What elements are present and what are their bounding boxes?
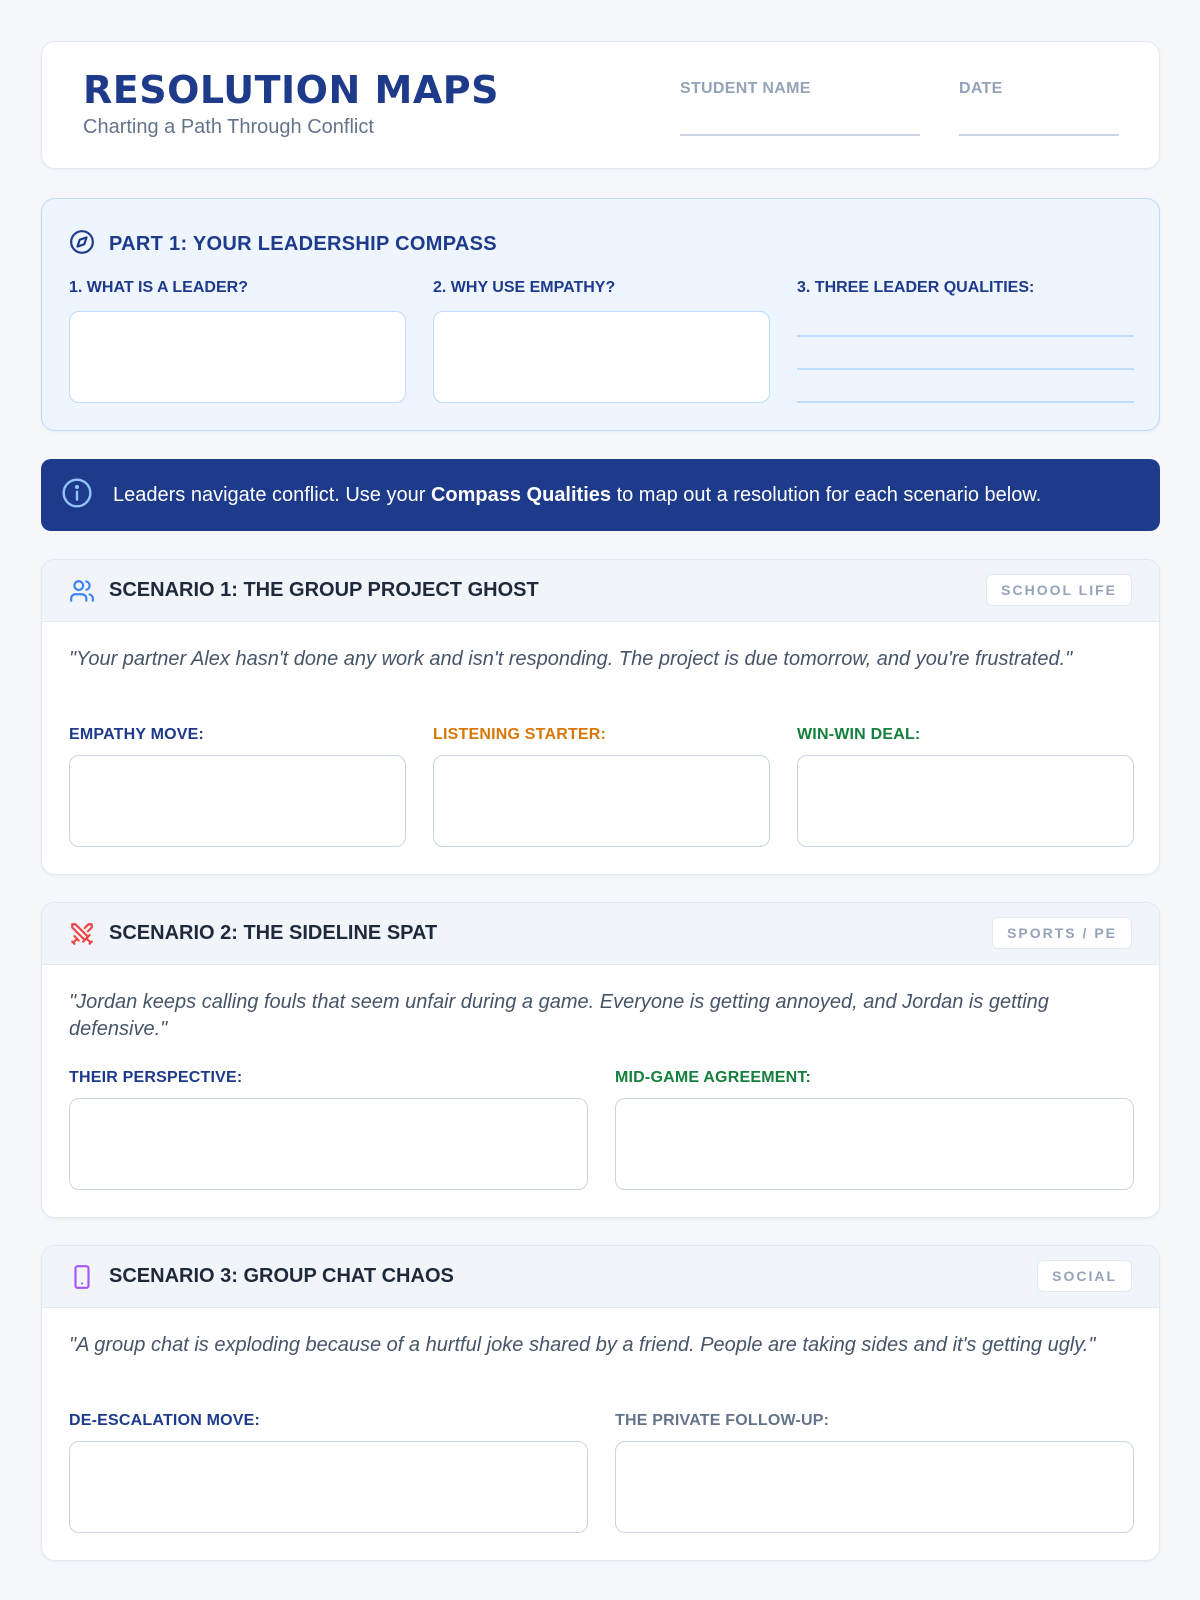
their-perspective-label: THEIR PERSPECTIVE: — [69, 1069, 243, 1086]
date-field[interactable] — [959, 134, 1119, 136]
page-subtitle: Charting a Path Through Conflict — [83, 116, 374, 138]
listening-starter-box[interactable] — [433, 755, 770, 847]
student-name-label: STUDENT NAME — [680, 80, 811, 97]
scenario-header — [42, 1246, 1159, 1308]
scenario-title: SCENARIO 3: GROUP CHAT CHAOS — [109, 1265, 454, 1287]
crossed-swords-icon — [69, 921, 95, 947]
question-why-empathy: 2. WHY USE EMPATHY? — [433, 279, 616, 296]
empathy-move-box[interactable] — [69, 755, 406, 847]
scenario-card-3 — [41, 1245, 1160, 1561]
scenario-quote: "Jordan keeps calling fouls that seem unfair during a game. Everyone is getting annoyed, and Jordan is getting defensive." — [69, 991, 1049, 1040]
banner-bold-text: Compass Qualities — [430, 483, 612, 506]
scenario-header — [42, 560, 1159, 622]
listening-starter-label: LISTENING STARTER: — [433, 726, 607, 743]
student-name-field[interactable] — [680, 134, 920, 136]
users-icon — [69, 578, 95, 604]
leadership-compass-section — [41, 198, 1160, 431]
quality-line-1[interactable] — [797, 335, 1134, 337]
date-label: DATE — [959, 80, 1003, 97]
scenario-tag: SOCIAL — [1037, 1260, 1132, 1292]
their-perspective-box[interactable] — [69, 1098, 588, 1190]
quality-line-2[interactable] — [797, 368, 1134, 370]
question-what-is-leader: 1. WHAT IS A LEADER? — [69, 279, 248, 296]
info-icon — [61, 477, 93, 514]
scenario-title: SCENARIO 2: THE SIDELINE SPAT — [109, 922, 438, 944]
win-win-deal-box[interactable] — [797, 755, 1134, 847]
compass-icon — [69, 229, 95, 260]
part1-heading — [69, 229, 497, 260]
scenario-tag: SCHOOL LIFE — [986, 574, 1132, 606]
phone-icon — [69, 1264, 95, 1290]
scenario-title: SCENARIO 1: THE GROUP PROJECT GHOST — [109, 579, 539, 601]
empathy-move-label: EMPATHY MOVE: — [69, 726, 205, 743]
scenario-card-2 — [41, 902, 1160, 1218]
mid-game-agreement-label: MID-GAME AGREEMENT: — [615, 1069, 812, 1086]
scenario-header — [42, 903, 1159, 965]
instruction-banner — [41, 459, 1160, 531]
leader-answer-box[interactable] — [69, 311, 406, 403]
de-escalation-move-box[interactable] — [69, 1441, 588, 1533]
de-escalation-move-label: DE-ESCALATION MOVE: — [69, 1412, 261, 1429]
page-title: RESOLUTION MAPS — [83, 68, 499, 112]
win-win-deal-label: WIN-WIN DEAL: — [797, 726, 921, 743]
part1-title: PART 1: YOUR LEADERSHIP COMPASS — [109, 233, 497, 255]
mid-game-agreement-box[interactable] — [615, 1098, 1134, 1190]
scenario-quote: "Your partner Alex hasn't done any work and isn't responding. The project is due tomorrow, and you're frustrated." — [69, 648, 1073, 670]
scenario-card-1 — [41, 559, 1160, 875]
header-card — [41, 41, 1160, 169]
private-follow-up-label: THE PRIVATE FOLLOW-UP: — [615, 1412, 830, 1429]
question-leader-qualities: 3. THREE LEADER QUALITIES: — [797, 279, 1035, 296]
banner-text: Leaders navigate conflict. Use your Compass Qualities to map out a resolution for each scenario below. — [113, 483, 1042, 506]
private-follow-up-box[interactable] — [615, 1441, 1134, 1533]
scenario-quote: "A group chat is exploding because of a hurtful joke shared by a friend. People are taking sides and it's getting ugly." — [69, 1334, 1096, 1356]
empathy-answer-box[interactable] — [433, 311, 770, 403]
quality-line-3[interactable] — [797, 401, 1134, 403]
scenario-tag: SPORTS / PE — [992, 917, 1132, 949]
